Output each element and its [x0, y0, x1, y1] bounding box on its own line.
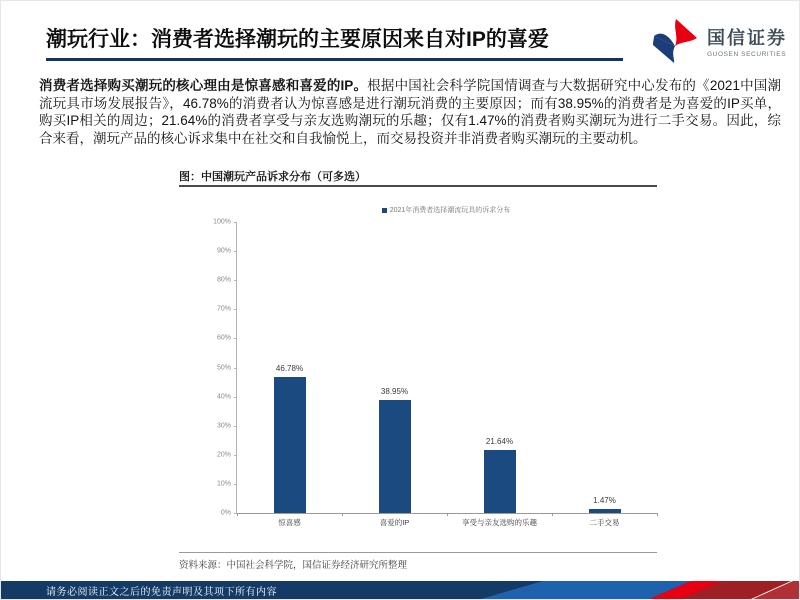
bar [589, 509, 621, 513]
chart-legend [236, 205, 656, 215]
bar-value-label: 38.95% [380, 386, 409, 396]
summary-lead-bold: 消费者选择购买潮玩的核心理由是惊喜感和喜爱的IP。 [39, 78, 368, 93]
y-tick-label: 0% [220, 509, 231, 517]
bar-slot [237, 222, 342, 513]
title-underline [46, 58, 623, 61]
figure-source: 资料来源：中国社会科学院，国信证券经济研究所整理 [179, 560, 408, 571]
bar [484, 450, 516, 513]
bar-value-label: 21.64% [485, 437, 514, 447]
bar-slot [342, 222, 447, 513]
y-tick-label: 50% [216, 364, 231, 371]
x-category-label: 二手交易 [589, 518, 620, 527]
y-tick-label: 100% [213, 218, 231, 226]
y-tick-label: 70% [216, 305, 231, 313]
x-category-label: 享受与亲友选购的乐趣 [462, 518, 537, 527]
bar [379, 400, 411, 513]
bar-slot [447, 222, 552, 513]
x-category-label: 惊喜感 [278, 518, 301, 527]
legend-label: 2021年消费者选择潮流玩具的诉求分布 [389, 207, 511, 214]
summary-body-text: 根据中国社会科学院国情调查与大数据研究中心发布的《2021中国潮流玩具市场发展报告》，46.78%的消费者认为惊喜感是进行潮玩消费的主要原因；而有38.95%的消费者是为喜爱的IP买单，购买IP相关的周边；21.64%的消费者享受与亲友选购潮玩的乐趣；仅有1.47%的消费者购买潮玩为进行二手交易。因此，综合来看，潮玩产品的核心诉求集中在社交和自我愉悦上，而交易投资并非消费者购买潮玩的主要动机。 [39, 78, 781, 146]
x-tick-mark [447, 513, 448, 516]
y-tick-label: 20% [216, 451, 231, 459]
x-tick-mark [657, 513, 658, 516]
bars-container [237, 222, 657, 513]
guosen-logo [649, 17, 787, 70]
page-title: 潮玩行业：消费者选择潮玩的主要原因来自对IP的喜爱 [46, 28, 549, 51]
x-tick-mark [237, 513, 238, 516]
logo-name-cn: 国信证券 [707, 28, 787, 49]
y-tick-label: 10% [216, 480, 231, 488]
bar [274, 377, 306, 513]
y-tick-label: 60% [216, 334, 231, 342]
figure-caption-rule [179, 185, 657, 187]
x-axis-labels [237, 517, 657, 528]
logo-name-en: GUOSEN SECURITIES [707, 50, 787, 58]
bar-chart [179, 196, 669, 541]
y-tick-label: 30% [216, 422, 231, 430]
summary-paragraph [39, 77, 781, 147]
footer-bar [1, 581, 800, 599]
chart-plot-area [213, 218, 657, 527]
bar-value-label: 46.78% [275, 363, 304, 373]
source-rule [179, 552, 657, 553]
bar-value-label: 1.47% [593, 495, 616, 505]
y-tick-label: 40% [216, 393, 231, 401]
y-tick-label: 80% [216, 276, 231, 284]
bar-slot [552, 222, 657, 513]
x-tick-mark [552, 513, 553, 516]
footer-disclaimer: 请务必阅读正文之后的免责声明及其项下所有内容 [46, 586, 277, 598]
guosen-logo-icon [649, 17, 701, 70]
figure-caption: 图：中国潮玩产品诉求分布（可多选） [179, 171, 366, 183]
legend-marker-icon [382, 208, 387, 213]
x-tick-mark [342, 513, 343, 516]
logo-text [707, 29, 787, 58]
x-category-label: 喜爱的IP [379, 518, 410, 527]
y-tick-label: 90% [216, 247, 231, 255]
